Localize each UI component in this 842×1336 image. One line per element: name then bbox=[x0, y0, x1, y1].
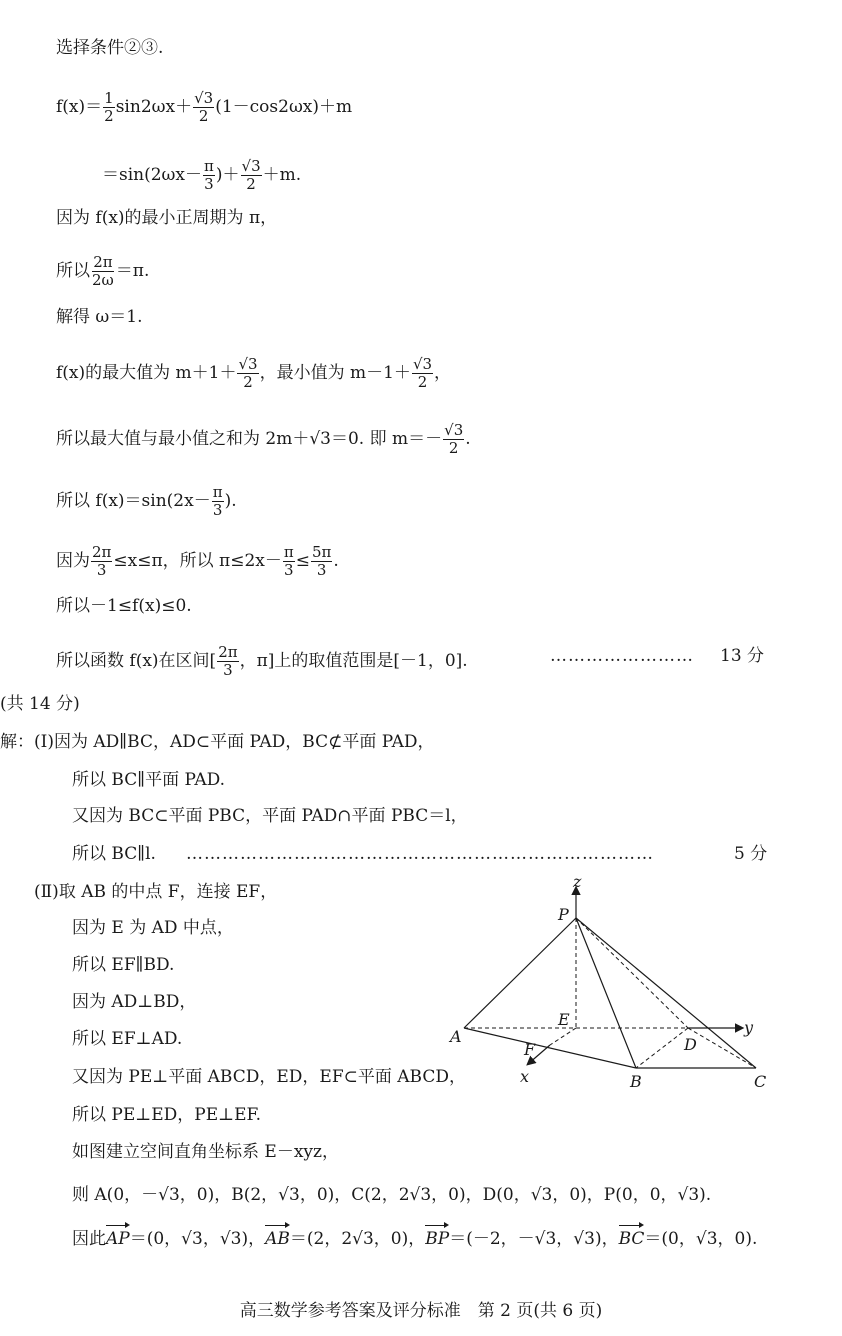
score-label: 13 分 bbox=[720, 646, 765, 666]
formula-line: 所以最大值与最小值之和为 2m＋√3＝0. 即 m＝－ $\frac{√3}{2}$ . bbox=[56, 421, 471, 457]
label-z: z bbox=[573, 872, 582, 891]
formula-line: 所以 $\frac{2\pi}{2\omega}$ ＝π. bbox=[56, 253, 150, 289]
edge-pd bbox=[576, 918, 688, 1028]
text-line: 所以 BC∥平面 PAD. bbox=[72, 770, 226, 790]
label-y: y bbox=[744, 1018, 754, 1037]
edge-pb bbox=[576, 918, 636, 1068]
text-line: 所以 EF⊥AD. bbox=[72, 1029, 183, 1049]
formula-line: 所以 f(x)＝sin(2x－ $\frac{\pi}{3}$ ). bbox=[56, 483, 237, 519]
label-a: A bbox=[450, 1027, 462, 1046]
text-line: 选择条件②③. bbox=[56, 38, 164, 58]
label-d: D bbox=[684, 1035, 697, 1054]
text-line: (Ⅱ)取 AB 的中点 F，连接 EF， bbox=[34, 882, 278, 902]
text-line: 解：(Ⅰ)因为 AD∥BC，AD⊂平面 PAD，BC⊄平面 PAD， bbox=[0, 732, 435, 752]
formula-line: 所以函数 f(x)在区间[ $\frac{2\pi}{3}$ ，π]上的取值范围是[－1，0]. bbox=[56, 643, 468, 679]
edge-ef bbox=[550, 1028, 576, 1045]
label-e: E bbox=[558, 1010, 570, 1029]
text-line: 因为 AD⊥BD， bbox=[72, 992, 197, 1012]
text-line: 如图建立空间直角坐标系 E－xyz， bbox=[72, 1142, 339, 1162]
label-c: C bbox=[754, 1072, 767, 1091]
formula-line: 因为 $\frac{2\pi}{3}$ ≤x≤π，所以 π≤2x－ $\frac{\pi}{3}$ ≤ $\frac{5\pi}{3}$ . bbox=[56, 543, 339, 579]
label-f: F bbox=[524, 1040, 536, 1059]
formula-line: ＝sin(2ωx－ $\frac{\pi}{3}$ )＋ $\frac{√3}{2}$ ＋m. bbox=[102, 157, 302, 193]
text-line: 所以－1≤f(x)≤0. bbox=[56, 596, 192, 616]
text-line: 又因为 PE⊥平面 ABCD，ED，EF⊂平面 ABCD， bbox=[72, 1067, 466, 1087]
text-line: 所以 PE⊥ED，PE⊥EF. bbox=[72, 1105, 262, 1125]
section-heading: (共 14 分) bbox=[0, 694, 80, 714]
page-footer: 高三数学参考答案及评分标准 第 2 页(共 6 页) bbox=[239, 1301, 603, 1321]
text-line: 所以 BC∥l. bbox=[72, 844, 156, 864]
formula-line: f(x)的最大值为 m＋1＋ $\frac{√3}{2}$ ，最小值为 m－1＋ $\frac{√3}{2}$ ， bbox=[56, 355, 452, 391]
vector-bp: BP bbox=[425, 1229, 450, 1249]
vector-bc: BC bbox=[618, 1229, 645, 1249]
edge-db bbox=[636, 1028, 688, 1068]
text-line: 因为 f(x)的最小正周期为 π， bbox=[56, 208, 278, 228]
label-p: P bbox=[558, 905, 569, 924]
score-label: 5 分 bbox=[734, 844, 768, 864]
edge-ab bbox=[464, 1028, 636, 1068]
formula-line: 因此AP＝(0，√3，√3)，AB＝(2，2√3，0)，BP＝(－2，－√3，√3)，BC＝(0，√3，0). bbox=[72, 1229, 758, 1249]
text-line: 解得 ω＝1. bbox=[56, 307, 143, 327]
score-dots: …………………… bbox=[550, 646, 694, 666]
text-line: 所以 EF∥BD. bbox=[72, 955, 175, 975]
formula-line: f(x)＝ $\frac{1}{2}$ sin2ωx＋ $\frac{√3}{2}$ (1－cos2ωx)＋m bbox=[56, 89, 353, 125]
label-b: B bbox=[630, 1072, 642, 1091]
vector-ap: AP bbox=[106, 1229, 130, 1249]
label-x: x bbox=[520, 1067, 530, 1086]
text-line: 又因为 BC⊂平面 PBC，平面 PAD∩平面 PBC＝l， bbox=[72, 806, 468, 826]
pyramid-figure bbox=[440, 870, 780, 1100]
text-line: 因为 E 为 AD 中点， bbox=[72, 918, 234, 938]
score-dots: …………………………………………………………………… bbox=[186, 844, 654, 864]
vector-ab: AB bbox=[265, 1229, 290, 1249]
text-line: 则 A(0，－√3，0)，B(2，√3，0)，C(2，2√3，0)，D(0，√3，0)，P(0，0，√3). bbox=[72, 1185, 712, 1205]
